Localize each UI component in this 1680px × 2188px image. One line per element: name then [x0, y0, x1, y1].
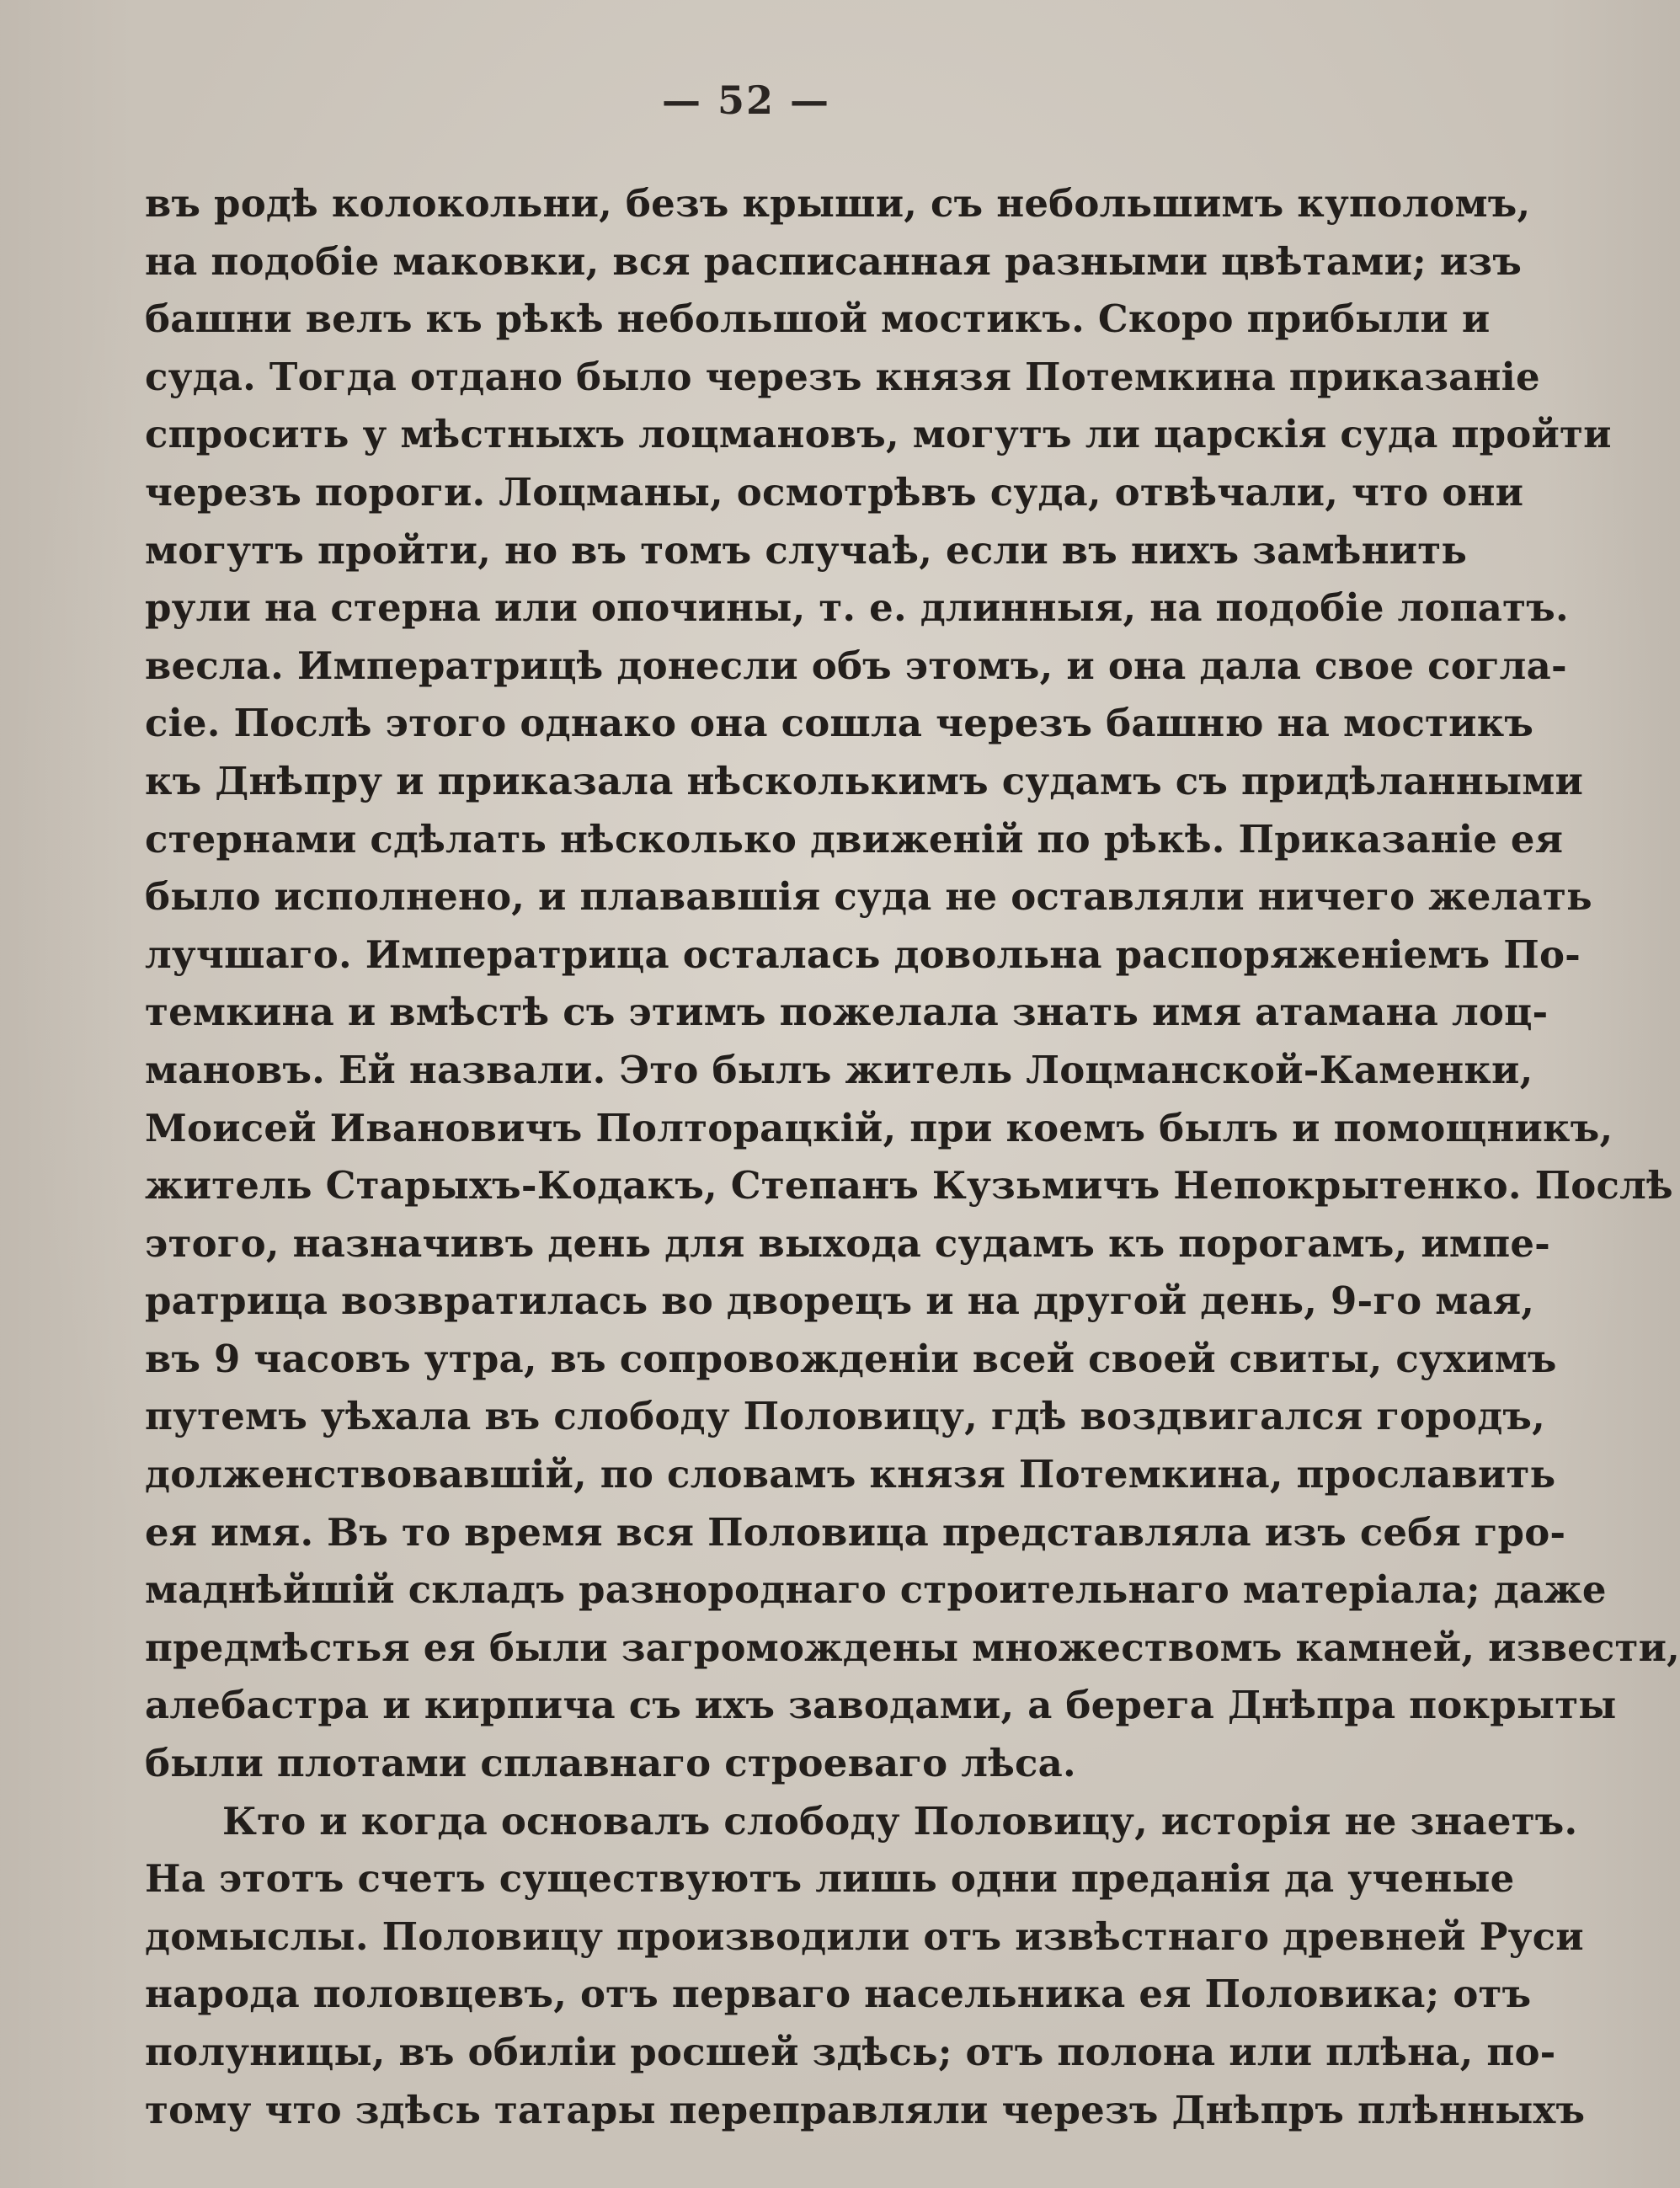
text-line: башни велъ къ рѣкѣ небольшой мостикъ. Скоро прибыли и	[145, 296, 1491, 342]
text-line: спросить у мѣстныхъ лоцмановъ, могутъ ли царскія суда пройти	[145, 412, 1612, 457]
text-line: ратрица возвратилась во дворецъ и на другой день, 9-го мая,	[145, 1278, 1535, 1324]
text-line: на подобіе маковки, вся расписанная разными цвѣтами; изъ	[145, 238, 1523, 284]
text-line: Кто и когда основалъ слободу Половицу, исторія не знаетъ.	[222, 1798, 1578, 1844]
text-line: черезъ пороги. Лоцманы, осмотрѣвъ суда, отвѣчали, что они	[145, 469, 1524, 515]
text-line: сіе. Послѣ этого однако она сошла черезъ башню на мостикъ	[145, 701, 1534, 746]
text-line: рули на стерна или опочины, т. е. длинныя, на подобіе лопатъ.	[145, 585, 1569, 631]
text-line: суда. Тогда отдано было черезъ князя Потемкина приказаніе	[145, 354, 1540, 399]
body-text	[145, 175, 1680, 2139]
text-line: домыслы. Половицу производили отъ извѣстнаго древней Руси	[145, 1913, 1584, 1959]
text-line: предмѣстья ея были загромождены множествомъ камней, извести,	[145, 1625, 1680, 1670]
text-line: народа половцевъ, отъ перваго насельника ея Половика; отъ	[145, 1972, 1532, 2017]
text-line: были плотами сплавнаго строеваго лѣса.	[145, 1741, 1076, 1786]
page-number: — 52 —	[661, 77, 831, 123]
text-line: мановъ. Ей назвали. Это былъ житель Лоцманской-Каменки,	[145, 1047, 1533, 1092]
text-line: въ родѣ колокольни, безъ крыши, съ небольшимъ куполомъ,	[145, 181, 1531, 226]
text-line: ея имя. Въ то время вся Половица представляла изъ себя гро-	[145, 1509, 1566, 1555]
text-line: темкина и вмѣстѣ съ этимъ пожелала знать имя атамана лоц-	[145, 990, 1549, 1035]
text-line: тому что здѣсь татары переправляли черезъ Днѣпръ плѣнныхъ	[145, 2087, 1586, 2132]
text-line: къ Днѣпру и приказала нѣсколькимъ судамъ съ придѣланными	[145, 758, 1584, 803]
text-line: было исполнено, и плававшія суда не оставляли ничего желать	[145, 874, 1592, 920]
text-line: въ 9 часовъ утра, въ сопровожденіи всей своей свиты, сухимъ	[145, 1336, 1557, 1381]
text-line: могутъ пройти, но въ томъ случаѣ, если въ нихъ замѣнить	[145, 527, 1468, 573]
text-line: этого, назначивъ день для выхода судамъ къ порогамъ, импе-	[145, 1220, 1551, 1266]
text-line: маднѣйшій складъ разнороднаго строительнаго матеріала; даже	[145, 1567, 1607, 1613]
text-line: Моисей Ивановичъ Полторацкій, при коемъ былъ и помощникъ,	[145, 1105, 1613, 1150]
text-line: весла. Императрицѣ донесли объ этомъ, и она дала свое согла-	[145, 643, 1567, 688]
text-line: полуницы, въ обиліи росшей здѣсь; отъ полона или плѣна, по-	[145, 2030, 1556, 2074]
text-line: путемъ уѣхала въ слободу Половицу, гдѣ воздвигался городъ,	[145, 1394, 1546, 1439]
text-line: житель Старыхъ-Кодакъ, Степанъ Кузьмичъ Непокрытенко. Послѣ	[145, 1163, 1673, 1209]
text-line: лучшаго. Императрица осталась довольна распоряженіемъ По-	[145, 931, 1581, 977]
text-line: алебастра и кирпича съ ихъ заводами, а берега Днѣпра покрыты	[145, 1683, 1617, 1728]
text-line: долженствовавшій, по словамъ князя Потемкина, прославить	[145, 1452, 1556, 1497]
text-line: На этотъ счетъ существуютъ лишь одни преданія да ученые	[145, 1856, 1515, 1902]
text-line: стернами сдѣлать нѣсколько движеній по рѣкѣ. Приказаніе ея	[145, 816, 1564, 862]
